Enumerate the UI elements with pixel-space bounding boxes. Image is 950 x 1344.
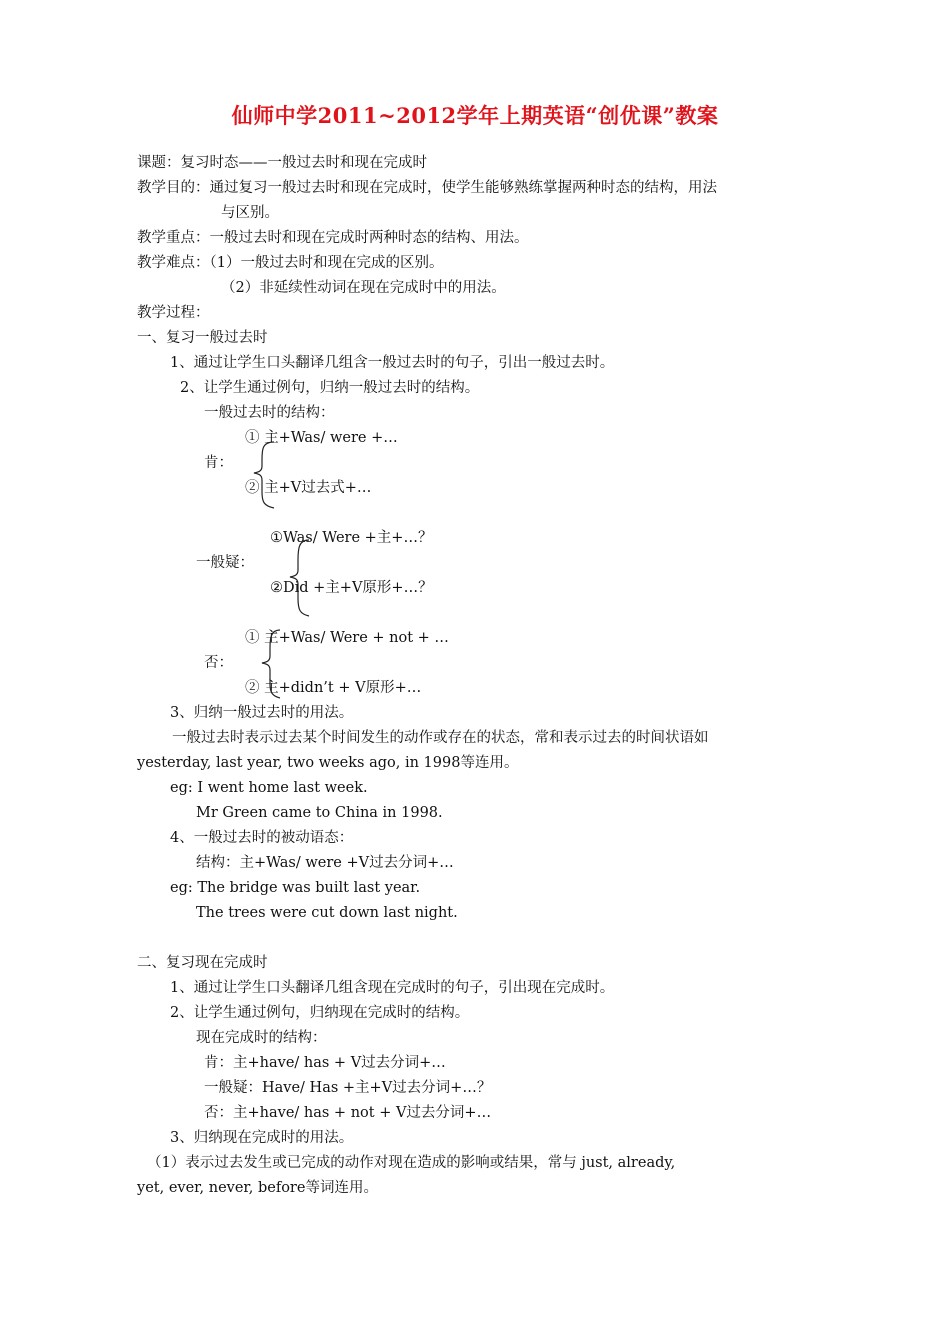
passive-structure: 结构：主+Was/ were +V过去分词+…	[196, 855, 454, 871]
interrogative-form-1: ①Was/ Were +主+…？	[270, 530, 433, 546]
past-example-2: Mr Green came to China in 1998.	[196, 805, 443, 821]
step-2-2: 2、让学生通过例句，归纳现在完成时的结构。	[170, 1005, 470, 1021]
teaching-focus: 教学重点：一般过去时和现在完成时两种时态的结构、用法。	[137, 230, 529, 246]
step-2-3: 3、归纳现在完成时的用法。	[170, 1130, 354, 1146]
passive-example-1: eg: The bridge was built last year.	[170, 880, 421, 896]
affirmative-form-1: ① 主+Was/ were +…	[245, 430, 398, 446]
interrogative-form-2: ②Did +主+V原形+…？	[270, 580, 433, 596]
perfect-structure-heading: 现在完成时的结构：	[196, 1030, 327, 1046]
step-1-4: 4、一般过去时的被动语态：	[170, 830, 354, 846]
teaching-process-heading: 教学过程：	[137, 305, 210, 321]
negative-form-1: ① 主+Was/ Were + not + …	[245, 630, 449, 646]
step-1-2: 2、让学生通过例句，归纳一般过去时的结构。	[180, 380, 480, 396]
teaching-goal: 教学目的：通过复习一般过去时和现在完成时，使学生能够熟练掌握两种时态的结构，用法	[137, 180, 717, 196]
affirmative-form-2: ② 主+V过去式+…	[245, 480, 372, 496]
step-1-1: 1、通过让学生口头翻译几组含一般过去时的句子，引出一般过去时。	[170, 355, 615, 371]
perfect-interrogative: 一般疑：Have/ Has +主+V过去分词+…？	[204, 1080, 492, 1096]
perfect-usage-1-cont: yet, ever, never, before等词连用。	[137, 1180, 378, 1196]
past-example-1: eg: I went home last week.	[170, 780, 368, 796]
section-1-heading: 一、复习一般过去时	[137, 330, 268, 346]
passive-example-2: The trees were cut down last night.	[196, 905, 458, 921]
past-usage-text: 一般过去时表示过去某个时间发生的动作或存在的状态，常和表示过去的时间状语如	[172, 730, 709, 746]
perfect-usage-1: （1）表示过去发生或已完成的动作对现在造成的影响或结果，常与 just, already,	[147, 1155, 676, 1171]
interrogative-brace-icon	[285, 538, 315, 618]
negative-form-2: ② 主+didn’t + V原形+…	[245, 680, 422, 696]
step-2-1: 1、通过让学生口头翻译几组含现在完成时的句子，引出现在完成时。	[170, 980, 615, 996]
past-structure-heading: 一般过去时的结构：	[204, 405, 335, 421]
interrogative-label: 一般疑：	[196, 555, 254, 571]
negative-label: 否：	[204, 655, 233, 671]
document-title: 仙师中学2011~2012学年上期英语“创优课”教案	[231, 103, 719, 128]
perfect-negative: 否：主+have/ has + not + V过去分词+…	[204, 1105, 492, 1121]
section-2-heading: 二、复习现在完成时	[137, 955, 268, 971]
step-1-3: 3、归纳一般过去时的用法。	[170, 705, 354, 721]
teaching-difficulty-2: （2）非延续性动词在现在完成时中的用法。	[221, 280, 506, 296]
teaching-difficulty-1: 教学难点：（1）一般过去时和现在完成的区别。	[137, 255, 444, 271]
negative-brace-icon	[258, 628, 288, 700]
lesson-topic: 课题：复习时态——一般过去时和现在完成时	[137, 155, 427, 171]
teaching-goal-cont: 与区别。	[221, 205, 279, 221]
perfect-affirmative: 肯：主+have/ has + V过去分词+…	[204, 1055, 446, 1071]
past-usage-text-cont: yesterday, last year, two weeks ago, in 1998等连用。	[137, 755, 519, 771]
affirmative-brace-icon	[250, 440, 280, 510]
affirmative-label: 肯：	[204, 455, 233, 471]
